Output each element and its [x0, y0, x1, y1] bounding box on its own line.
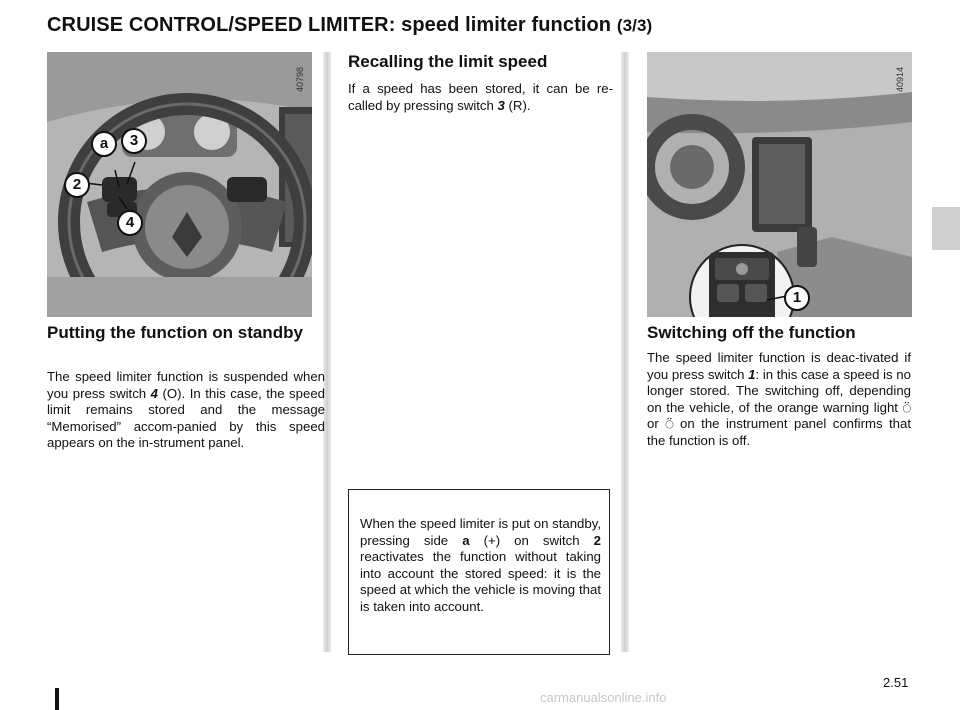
section-tab: [932, 207, 960, 250]
switch-ref: 2: [593, 532, 601, 548]
page-title: CRUISE CONTROL/SPEED LIMITER: speed limiter function (3/3): [47, 14, 653, 36]
watermark: carmanualsonline.info: [540, 690, 667, 705]
switch-ref: 1: [748, 366, 756, 382]
dashboard-illustration: [647, 52, 912, 317]
switch-ref: 3: [497, 97, 505, 113]
note-text: When the speed limiter is put on standby, pressing side a (+) on switch 2 reactivates the function without taking into account the stored speed: it is the speed at which the vehicle is moving that is taken into account.: [360, 516, 601, 614]
page-part: (3/3): [616, 16, 653, 35]
steering-wheel-figure: [47, 52, 312, 317]
speed-limiter-warning-icon: ⍥: [902, 399, 911, 416]
side-ref: a: [462, 532, 470, 548]
recall-text: If a speed has been stored, it can be re-called by pressing switch 3 (R).: [348, 81, 613, 113]
column-divider-left: [323, 52, 331, 652]
standby-heading: Putting the function on standby: [47, 323, 303, 342]
column-divider-right: [621, 52, 629, 652]
switch-ref: 4: [150, 385, 158, 401]
note-box: [348, 489, 610, 655]
callout-2: 2: [64, 172, 90, 198]
dashboard-figure: [647, 52, 912, 317]
callout-a: a: [91, 131, 117, 157]
switch-off-heading: Switching off the function: [647, 323, 856, 342]
speed-limiter-warning-icon: ⍥: [665, 416, 674, 432]
crop-mark: [55, 688, 59, 710]
switch-off-text: The speed limiter function is deac-tivated if you press switch 1: in this case a speed is no longer stored. The switching off, depending on the vehicle, of the orange warning light ⍥ or ⍥ on the instrument panel confirms that the function is off.: [647, 350, 912, 448]
figure-code: 40914: [895, 66, 905, 92]
standby-text: The speed limiter function is suspended when you press switch 4 (O). In this case, the speed limit remains stored and the message “Memorised” accom-panied by this speed appears on the in-strument panel.: [47, 369, 325, 450]
page-number: 2.51: [883, 675, 909, 690]
callout-1: 1: [784, 285, 810, 311]
callout-4: 4: [117, 210, 143, 236]
recall-heading: Recalling the limit speed: [348, 52, 548, 71]
figure-code: 40798: [295, 66, 305, 92]
callout-3: 3: [121, 128, 147, 154]
